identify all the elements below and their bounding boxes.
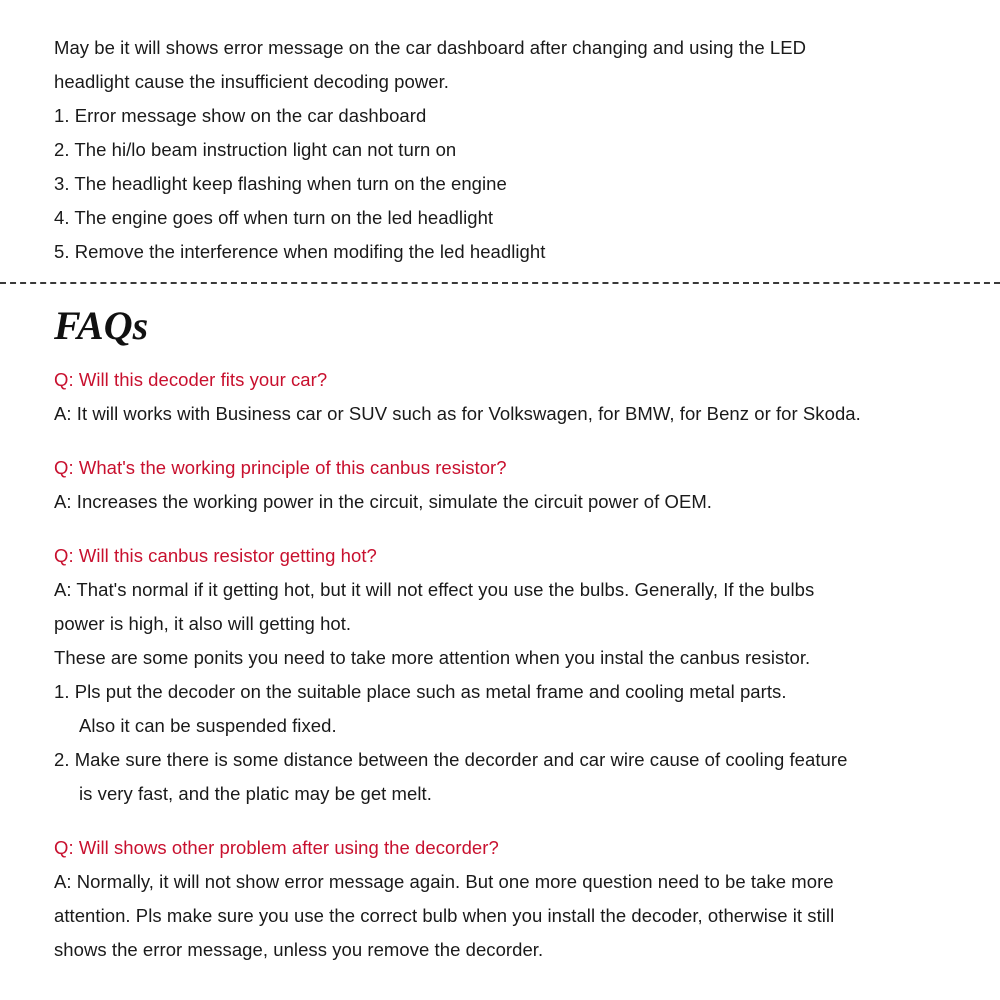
faq-item-3 — [54, 539, 994, 811]
install-point: 1. Pls put the decoder on the suitable place such as metal frame and cooling metal parts. — [54, 681, 787, 702]
faq-answer: A: It will works with Business car or SUV such as for Volkswagen, for BMW, for Benz or for Skoda. — [54, 403, 861, 424]
faq-question: Q: What's the working principle of this canbus resistor? — [54, 457, 507, 478]
install-point-continuation: is very fast, and the platic may be get melt. — [79, 783, 432, 804]
symptom-item: 2. The hi/lo beam instruction light can not turn on — [54, 139, 457, 160]
intro-paragraph-line: headlight cause the insufficient decoding power. — [54, 71, 449, 92]
faq-item-1 — [54, 363, 994, 431]
symptom-item: 4. The engine goes off when turn on the led headlight — [54, 207, 494, 228]
symptom-item: 3. The headlight keep flashing when turn on the engine — [54, 173, 507, 194]
faq-question: Q: Will shows other problem after using the decorder? — [54, 837, 499, 858]
faq-answer-line: power is high, it also will getting hot. — [54, 613, 352, 634]
install-point: 2. Make sure there is some distance between the decorder and car wire cause of cooling feature — [54, 749, 848, 770]
faq-question: Q: Will this decoder fits your car? — [54, 369, 328, 390]
faq-item-2 — [54, 451, 994, 519]
symptom-item: 5. Remove the interference when modifing the led headlight — [54, 241, 546, 262]
faq-answer-line: A: That's normal if it getting hot, but it will not effect you use the bulbs. Generally, If the bulbs — [54, 579, 815, 600]
faq-answer: A: Increases the working power in the circuit, simulate the circuit power of OEM. — [54, 491, 712, 512]
faq-question: Q: Will this canbus resistor getting hot? — [54, 545, 377, 566]
intro-paragraph-line: May be it will shows error message on the car dashboard after changing and using the LED — [54, 37, 807, 58]
faq-answer-line: A: Normally, it will not show error message again. But one more question need to be take more — [54, 871, 834, 892]
symptom-item: 1. Error message show on the car dashboard — [54, 105, 427, 126]
faq-heading: FAQs — [54, 303, 149, 348]
intro-section — [54, 31, 994, 269]
install-note: These are some ponits you need to take more attention when you instal the canbus resistor. — [54, 647, 811, 668]
faq-answer-line: attention. Pls make sure you use the correct bulb when you install the decoder, otherwise it still — [54, 905, 835, 926]
faq-answer-line: shows the error message, unless you remove the decorder. — [54, 939, 544, 960]
dashed-divider — [0, 282, 1000, 284]
install-point-continuation: Also it can be suspended fixed. — [79, 715, 337, 736]
faq-item-4 — [54, 831, 994, 967]
